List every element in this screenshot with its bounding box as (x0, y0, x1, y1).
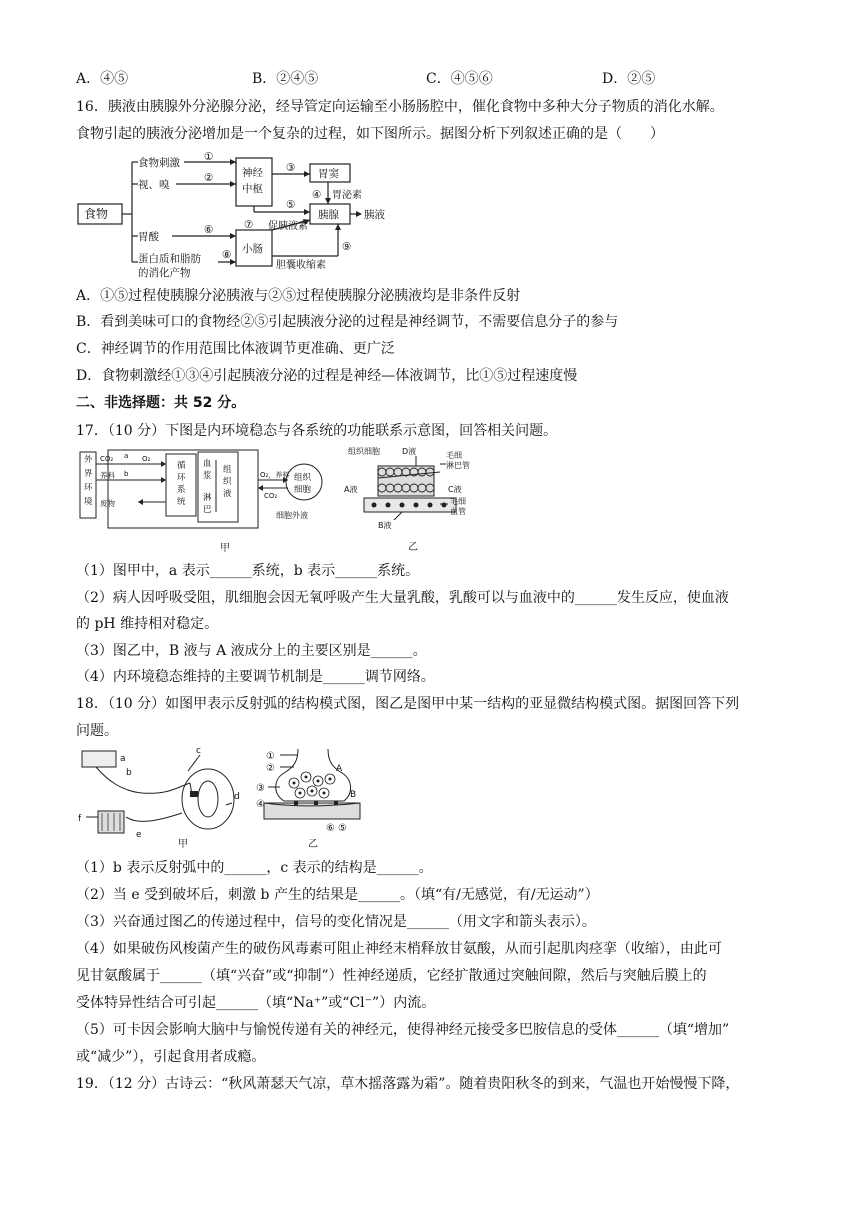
q18-line-8: 或“减少”），引起食用者成瘾。 (76, 1049, 266, 1065)
q18-stem-line-1: 18．（10 分）如图甲表示反射弧的结构模式图，图乙是图甲中某一结构的亚显微结构模式图。据图回答下列 (76, 696, 740, 712)
b-label: b (124, 470, 129, 478)
label-f: f (78, 814, 82, 824)
co2-label: CO₂ (100, 455, 114, 463)
stim-digest-label-1: 蛋白质和脂肪 (138, 253, 201, 265)
d-fluid-label: D液 (402, 447, 417, 456)
stomach-label: 胃窦 (318, 168, 339, 180)
q18-line-4: （4）如果破伤风梭菌产生的破伤风毒素可阻止神经末梢释放甘氨酸，从而引起肌肉痉挛（收缩），由此可 (76, 941, 722, 957)
q16-option-b: B．看到美味可口的食物经②⑤引起胰液分泌的过程是神经调节，不需要信息分子的参与 (76, 314, 619, 330)
q17-line-5: （4）内环境稳态维持的主要调节机制是______调节网络。 (76, 669, 435, 685)
section-2-heading: 二、非选择题：共 52 分。 (76, 395, 246, 411)
q18-line-2: （2）当 e 受到破坏后，刺激 b 产生的结果是______。（填“有/无感觉，有/无运动”） (76, 887, 599, 903)
fig-a-caption: 甲 (220, 543, 230, 554)
num-7: ⑦ (244, 219, 254, 231)
label-a: a (120, 754, 126, 764)
q18-fig-a-caption: 甲 (178, 839, 188, 850)
env-char-3: 环 (84, 483, 93, 493)
num-1: ① (204, 151, 214, 163)
circ-char-3: 系 (177, 485, 186, 495)
nutrient-label: 养料 (100, 471, 115, 480)
q15-option-b: B．②④⑤ (252, 71, 319, 87)
fig-b-caption: 乙 (408, 542, 418, 553)
blood-cap-label-1: 毛细 (450, 497, 466, 506)
a-fluid-label: A液 (344, 485, 358, 494)
stim-acid-label: 胃酸 (138, 231, 159, 243)
nerve-center-label-1: 神经 (242, 167, 263, 179)
circ-char-2: 环 (177, 473, 186, 483)
q16-option-c: C．神经调节的作用范围比体液调节更准确、更广泛 (76, 341, 395, 357)
stim-food-label: 食物刺激 (138, 157, 180, 169)
q17-line-2: （2）病人因呼吸受阻，肌细胞会因无氧呼吸产生大量乳酸，乳酸可以与血液中的______发生反应，使血液 (76, 590, 729, 606)
syn-label-a: A (336, 764, 343, 774)
q19-line-1: 19．（12 分）古诗云：“秋风萧瑟天气凉，草木摇落露为霜”。随着贵阳秋冬的到来，气温也开始慢慢下降， (76, 1076, 740, 1092)
o2-label: O₂ (142, 455, 151, 463)
q15-option-c: C．④⑤⑥ (426, 71, 493, 87)
tissue-cell-label: 组织细胞 (348, 447, 380, 456)
lymph-cap-label-2: 淋巴管 (446, 461, 470, 470)
q18-line-7: （5）可卡因会影响大脑中与愉悦传递有关的神经元，使得神经元接受多巴胺信息的受体______（填“增加” (76, 1022, 730, 1038)
num-5: ⑤ (286, 199, 296, 211)
stim-digest-label-2: 的消化产物 (138, 267, 191, 279)
q16-stem-line-1: 16．胰液由胰腺外分泌腺分泌，经导管定向运输至小肠肠腔中，催化食物中多种大分子物质的消化水解。 (76, 99, 724, 115)
juice-label: 胰液 (364, 209, 385, 221)
num-4: ④ (312, 189, 322, 201)
cck-label: 胆囊收缩素 (276, 260, 326, 271)
secretin-label: 促胰液素 (268, 221, 308, 232)
gastrin-label: 胃泌素 (332, 190, 362, 201)
q18-stem-line-2: 问题。 (76, 723, 118, 739)
syn-num-3: ③ (256, 783, 265, 794)
q17-line-3: 的 pH 维持相对稳定。 (76, 616, 219, 632)
num-6: ⑥ (204, 224, 214, 236)
syn-num-6: ⑥ (326, 823, 335, 834)
q18-fig-b-caption: 乙 (308, 839, 318, 850)
circ-char-1: 循 (177, 461, 186, 471)
syn-num-5: ⑤ (338, 823, 347, 834)
syn-label-b: B (350, 790, 357, 800)
q17-figure-a (78, 448, 340, 556)
lymph-char-1: 淋 (203, 493, 212, 503)
circ-char-4: 统 (177, 497, 186, 507)
tissue-fluid-char-2: 织 (223, 477, 232, 487)
q18-line-5: 见甘氨酸属于______（填“兴奋”或“抑制”）性神经递质，它经扩散通过突触间隙，然后与突触后膜上的 (76, 968, 707, 984)
plasma-char-1: 血 (203, 459, 212, 469)
q15-option-d: D．②⑤ (602, 71, 656, 87)
q15-options (76, 69, 788, 89)
label-d: d (234, 792, 240, 802)
q18-figure-b-synapse (254, 747, 364, 851)
q16-stem-line-2: 食物引起的胰液分泌增加是一个复杂的过程，如下图所示。据图分析下列叙述正确的是（ ） (76, 126, 664, 142)
q18-line-3: （3）兴奋通过图乙的传递过程中，信号的变化情况是______（用文字和箭头表示）。 (76, 914, 596, 930)
q16-option-d: D．食物刺激经①③④引起胰液分泌的过程是神经—体液调节，比①⑤过程速度慢 (76, 368, 578, 384)
stim-sight-smell-label: 视、嗅 (138, 179, 170, 191)
q16-pancreas-diagram (76, 150, 396, 280)
ecf-label: 细胞外液 (276, 511, 308, 520)
blood-cap-label-2: 血管 (450, 507, 466, 516)
q17-stem: 17．（10 分）下图是内环境稳态与各系统的功能联系示意图，回答相关问题。 (76, 423, 558, 439)
num-9: ⑨ (342, 241, 352, 253)
co2-out-label: CO₂ (264, 492, 278, 500)
num-8: ⑧ (222, 249, 232, 261)
q16-option-a: A．①⑤过程使胰腺分泌胰液与②⑤过程使胰腺分泌胰液均是非条件反射 (76, 288, 521, 304)
syn-num-2: ② (266, 763, 275, 774)
plasma-char-2: 浆 (203, 471, 212, 481)
lymph-cap-label-1: 毛细 (446, 451, 462, 460)
syn-num-4: ④ (256, 799, 265, 810)
cell-label-1: 组织 (294, 473, 312, 483)
food-label: 食物 (84, 207, 109, 221)
q18-figure-a-reflex-arc (78, 747, 246, 851)
q18-line-6: 受体特异性结合可引起______（填“Na⁺”或“Cl⁻”）内流。 (76, 995, 436, 1011)
tissue-fluid-char-1: 组 (223, 465, 232, 475)
b-fluid-label: B液 (378, 521, 392, 530)
lymph-char-2: 巴 (203, 505, 212, 515)
env-char-4: 境 (84, 497, 93, 507)
nerve-center-label-2: 中枢 (242, 183, 263, 195)
syn-num-1: ① (266, 751, 275, 762)
waste-label: 废物 (100, 499, 115, 508)
o2-nutrient-label: O₂，养料 (260, 471, 290, 479)
env-char-1: 外 (84, 455, 93, 465)
label-b: b (126, 768, 132, 778)
pancreas-label: 胰腺 (318, 209, 339, 221)
q18-line-1: （1）b 表示反射弧中的______，c 表示的结构是______。 (76, 860, 433, 876)
num-2: ② (204, 172, 214, 184)
label-c: c (196, 747, 201, 756)
a-label: a (124, 452, 129, 460)
cell-label-2: 细胞 (294, 485, 312, 495)
q17-figure-b (344, 444, 494, 556)
tissue-fluid-char-3: 液 (223, 489, 232, 499)
env-char-2: 界 (84, 469, 93, 479)
c-fluid-label: C液 (448, 485, 462, 494)
q15-option-a: A．④⑤ (76, 71, 129, 87)
q17-line-1: （1）图甲中，a 表示______系统，b 表示______系统。 (76, 563, 420, 579)
q17-line-4: （3）图乙中，B 液与 A 液成分上的主要区别是______。 (76, 643, 427, 659)
intestine-label: 小肠 (242, 243, 263, 255)
num-3: ③ (286, 162, 296, 174)
label-e: e (136, 830, 142, 840)
